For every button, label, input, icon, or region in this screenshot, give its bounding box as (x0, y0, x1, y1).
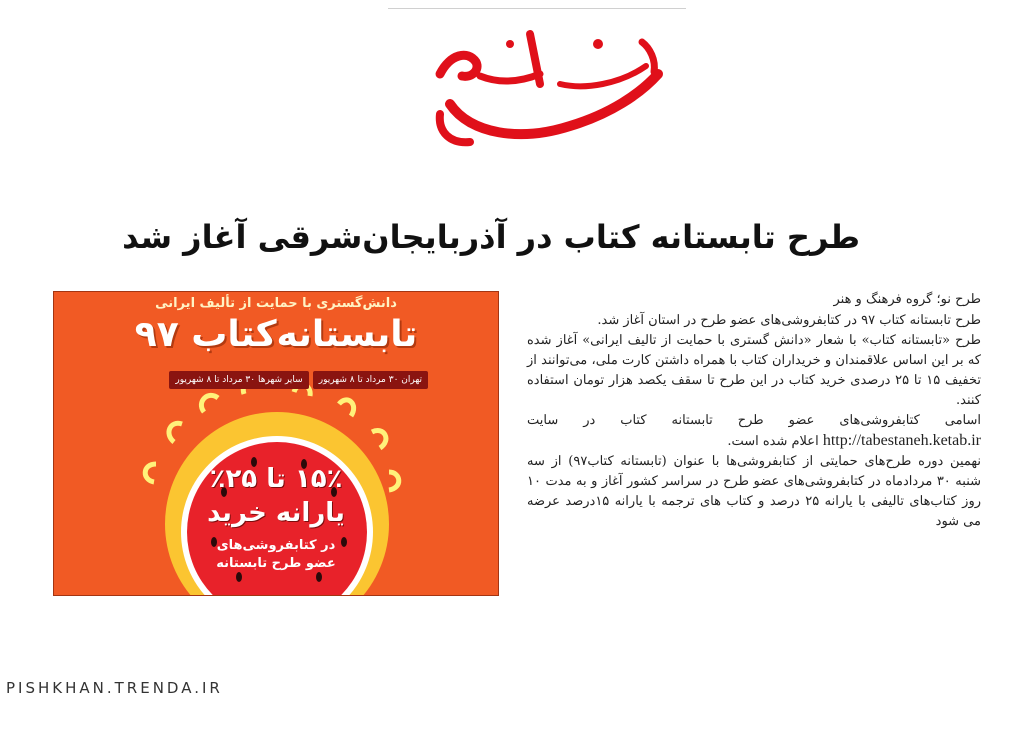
site-suffix: اعلام شده است. (727, 434, 819, 449)
site-prefix: اسامی کتابفروشی‌های عضو طرح تابستانه کتاب در سایت (527, 413, 981, 428)
article-paragraph: طرح تابستانه کتاب ۹۷ در کتابفروشی‌های عضو طرح در استان آغاز شد. (597, 313, 981, 328)
poster-date-segment: سایر شهرها ۳۰ مرداد تا ۸ شهریور (169, 371, 308, 389)
masthead-calligraphy (410, 14, 680, 154)
top-rule (388, 8, 686, 9)
article-byline: طرح نو؛ گروه فرهنگ و هنر (833, 292, 981, 307)
footer-watermark: PISHKHAN.TRENDA.IR (6, 679, 223, 697)
article-paragraph: نهمین دوره طرح‌های حمایتی از کتابفروشی‌ها با عنوان (تابستانه کتاب۹۷) از سه شنبه ۳۰ مردادماه در کتابفروشی‌های عضو طرح در سراسر کشور آغاز و به مدت ۱۰ روز کتاب‌های تالیفی با یارانه ۲۵ درصد و کتاب های ترجمه با یارانه ۱۵درصد عرضه می شود (527, 454, 982, 529)
poster-tagline: دانش‌گستری با حمایت از تألیف ایرانی (155, 296, 397, 311)
article-paragraph-site (527, 411, 981, 452)
article-paragraph: طرح «تابستانه کتاب» با شعار «دانش گستری با حمایت از تالیف ایرانی» آغاز شده که بر این اساس علاقمندان و خریداران کتاب با همراه داشتن کارت ملی، می‌توانند از تخفیف ۱۵ تا ۲۵ درصدی خرید کتاب در این طرح تا سقف یکصد هزار تومان استفاده کنند. (527, 333, 981, 408)
poster-where-line: عضو طرح تابستانه (216, 556, 336, 571)
article-title: طرح تابستانه کتاب در آذربایجان‌شرقی آغاز شد (122, 218, 860, 256)
masthead-logo (410, 14, 680, 154)
poster-title: تابستانه‌کتاب ۹۷ (134, 314, 418, 355)
poster-date-segment: تهران ۳۰ مرداد تا ۸ شهریور (313, 371, 428, 389)
poster-where-line: در کتابفروشی‌های (216, 538, 336, 553)
poster-date-strip (126, 371, 428, 389)
article-body (527, 290, 981, 532)
site-url-link[interactable]: http://tabestaneh.ketab.ir (822, 432, 981, 449)
poster-image (53, 291, 499, 596)
poster-discount-percent: ۱۵٪ تا ۲۵٪ (209, 464, 343, 494)
poster-subsidy-label: یارانه خرید (207, 498, 345, 528)
